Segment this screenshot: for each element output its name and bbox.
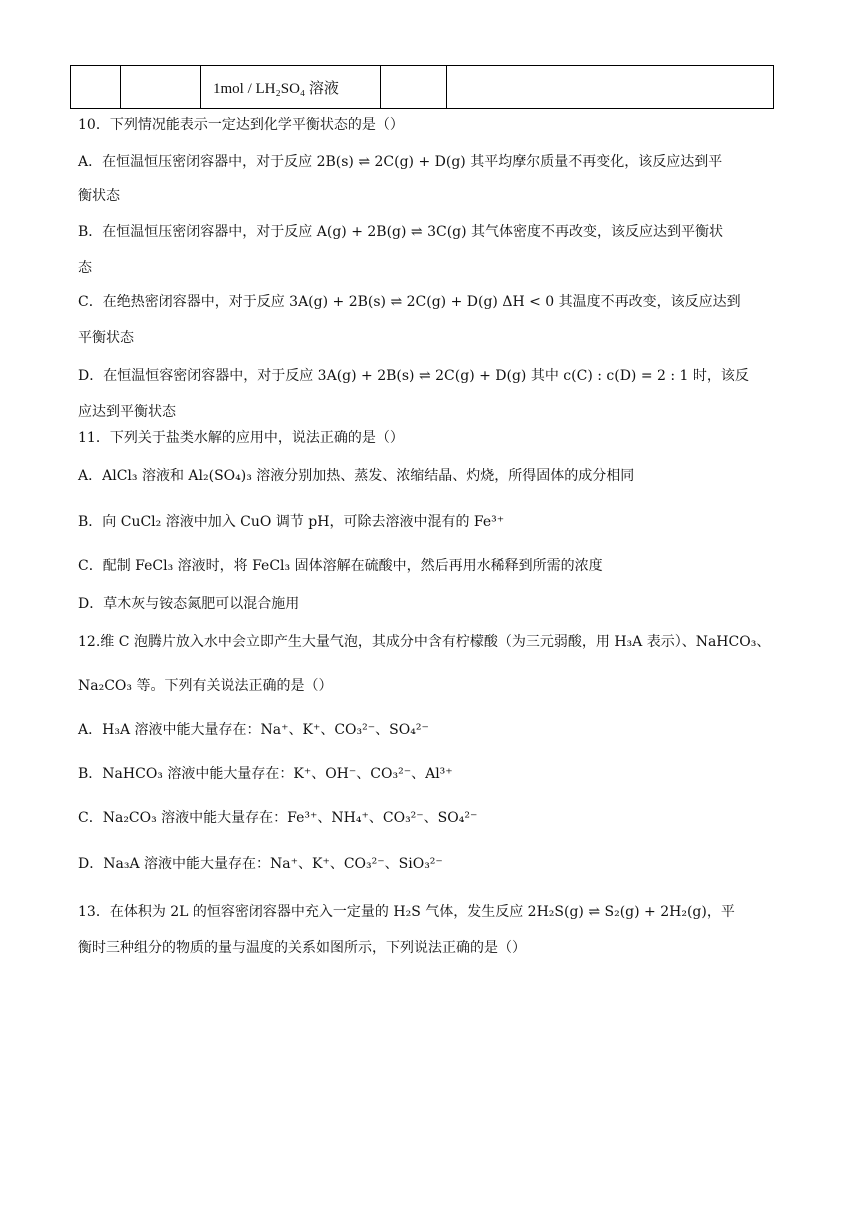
q10-option-b-line1: B．在恒温恒压密闭容器中，对于反应 A(g) + 2B(g) ⇌ 3C(g) 其气体密度不再改变，该反应达到平衡状 <box>78 224 724 240</box>
q12-option-d: D．Na₃A 溶液中能大量存在：Na⁺、K⁺、CO₃²⁻、SiO₃²⁻ <box>78 856 443 872</box>
q13-stem-line1: 13．在体积为 2L 的恒容密闭容器中充入一定量的 H₂S 气体，发生反应 2H₂S(g) ⇌ S₂(g) + 2H₂(g)，平 <box>78 904 735 920</box>
q12-stem-line2: Na₂CO₃ 等。下列有关说法正确的是（） <box>78 678 333 694</box>
table-cell <box>71 66 121 108</box>
table-cell <box>381 66 447 108</box>
q10-option-b-line2: 态 <box>78 260 92 276</box>
q11-option-b: B．向 CuCl₂ 溶液中加入 CuO 调节 pH，可除去溶液中混有的 Fe³⁺ <box>78 514 505 530</box>
q10-option-a-line2: 衡状态 <box>78 188 120 204</box>
table-cell <box>121 66 201 108</box>
q11-stem: 11．下列关于盐类水解的应用中，说法正确的是（） <box>78 430 404 446</box>
q10-option-c-line2: 平衡状态 <box>78 330 134 346</box>
q12-option-c: C．Na₂CO₃ 溶液中能大量存在：Fe³⁺、NH₄⁺、CO₃²⁻、SO₄²⁻ <box>78 810 478 826</box>
q12-option-b: B．NaHCO₃ 溶液中能大量存在：K⁺、OH⁻、CO₃²⁻、Al³⁺ <box>78 766 453 782</box>
q10-option-d-line1: D．在恒温恒容密闭容器中，对于反应 3A(g) + 2B(s) ⇌ 2C(g) + D(g) 其中 c(C) : c(D) = 2 : 1 时，该反 <box>78 368 749 384</box>
table-cell-reagent: 1mol / LH₂SO₄ 溶液 <box>201 66 381 108</box>
table-fragment <box>70 65 774 109</box>
q11-option-a: A．AlCl₃ 溶液和 Al₂(SO₄)₃ 溶液分别加热、蒸发、浓缩结晶、灼烧，所得固体的成分相同 <box>78 468 635 484</box>
q11-option-d: D．草木灰与铵态氮肥可以混合施用 <box>78 596 300 612</box>
q13-stem-line2: 衡时三种组分的物质的量与温度的关系如图所示，下列说法正确的是（） <box>78 940 526 956</box>
q11-option-c: C．配制 FeCl₃ 溶液时，将 FeCl₃ 固体溶解在硫酸中，然后再用水稀释到所需的浓度 <box>78 558 603 574</box>
q10-option-d-line2: 应达到平衡状态 <box>78 404 176 420</box>
table-cell <box>447 66 773 108</box>
q12-option-a: A．H₃A 溶液中能大量存在：Na⁺、K⁺、CO₃²⁻、SO₄²⁻ <box>78 722 429 738</box>
q10-option-a-line1: A．在恒温恒压密闭容器中，对于反应 2B(s) ⇌ 2C(g) + D(g) 其平均摩尔质量不再变化，该反应达到平 <box>78 154 723 170</box>
q12-stem-line1: 12.维 C 泡腾片放入水中会立即产生大量气泡，其成分中含有柠檬酸（为三元弱酸，用 H₃A 表示）、NaHCO₃、 <box>78 634 771 650</box>
q10-stem: 10．下列情况能表示一定达到化学平衡状态的是（） <box>78 117 404 133</box>
q10-option-c-line1: C．在绝热密闭容器中，对于反应 3A(g) + 2B(s) ⇌ 2C(g) + D(g) ΔH < 0 其温度不再改变，该反应达到 <box>78 294 741 310</box>
